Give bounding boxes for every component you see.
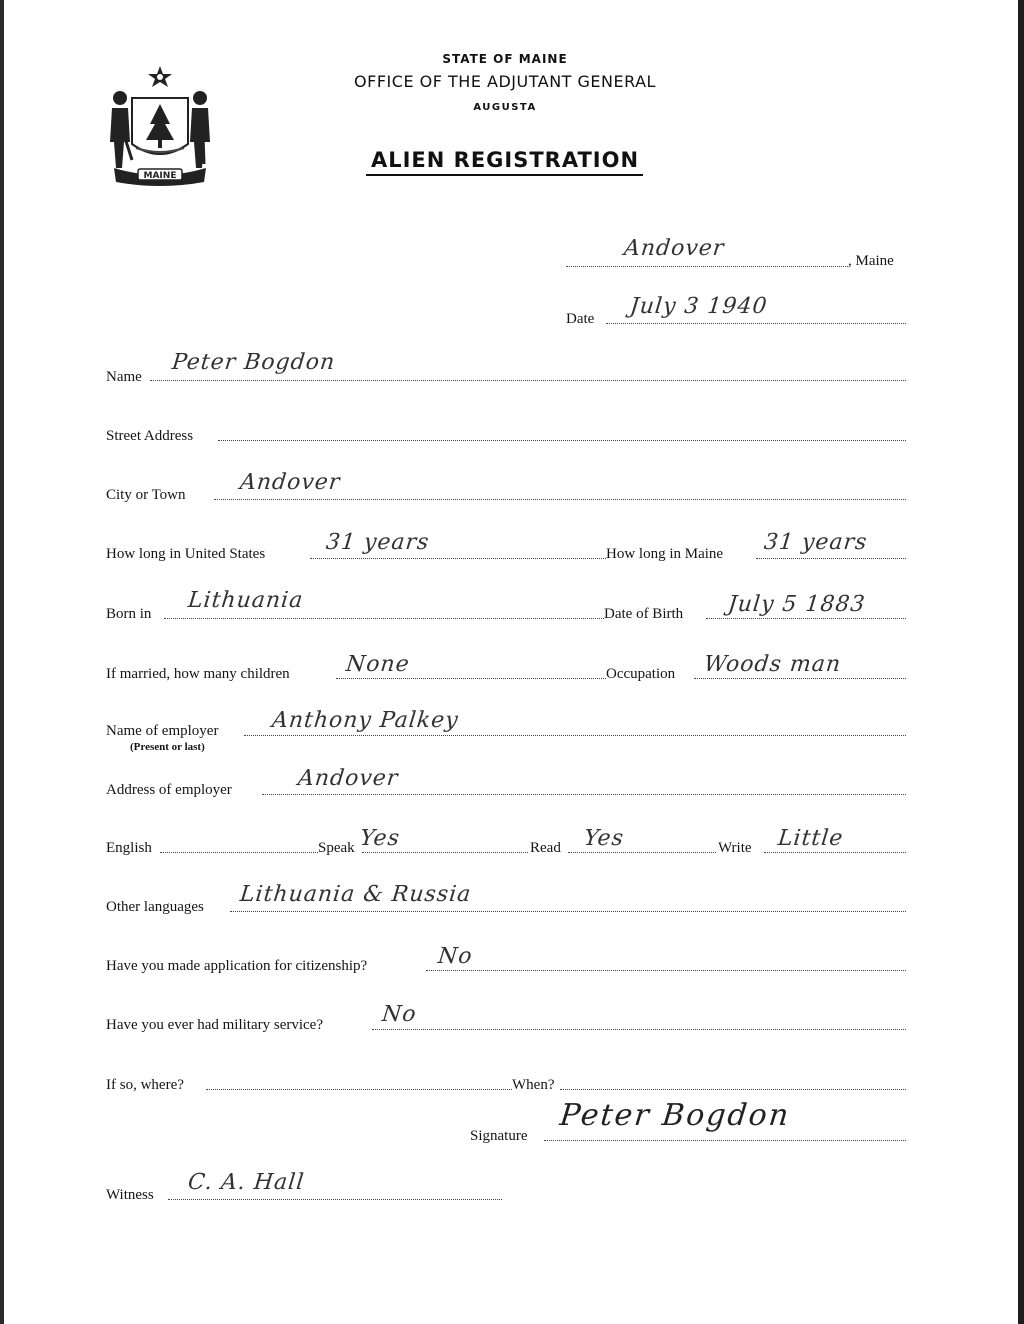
witness-line (168, 1199, 502, 1200)
town-value: Andover (622, 236, 726, 261)
employer-value: Anthony Palkey (270, 708, 460, 733)
name-value: Peter Bogdon (170, 350, 337, 375)
maine-duration-label: How long in Maine (606, 546, 724, 562)
other-languages-label: Other languages (106, 899, 204, 915)
dob-line (706, 618, 906, 619)
employer-address-line (262, 794, 906, 795)
citizenship-value: No (436, 944, 474, 969)
maine-duration-line (756, 558, 906, 559)
read-label: Read (530, 840, 561, 856)
us-duration-label: How long in United States (106, 546, 266, 562)
born-value: Lithuania (186, 588, 305, 613)
city-heading: AUGUSTA (473, 102, 537, 113)
speak-label: Speak (318, 840, 355, 856)
name-label: Name (106, 369, 142, 385)
dob-label: Date of Birth (604, 606, 684, 622)
occupation-label: Occupation (606, 666, 676, 682)
maine-label: , Maine (848, 253, 894, 269)
maine-duration-value: 31 years (762, 530, 869, 555)
children-label: If married, how many children (106, 666, 290, 682)
city-value: Andover (238, 470, 342, 495)
citizenship-line (426, 970, 906, 971)
speak-line (362, 852, 528, 853)
occupation-value: Woods man (702, 652, 843, 677)
city-label: City or Town (106, 487, 186, 503)
speak-value: Yes (358, 826, 402, 851)
employer-address-value: Andover (296, 766, 400, 791)
name-line (150, 380, 906, 381)
street-line (218, 440, 906, 441)
maine-state-seal (106, 64, 214, 186)
witness-label: Witness (106, 1187, 154, 1203)
where-line (206, 1089, 512, 1090)
other-languages-value: Lithuania & Russia (238, 882, 473, 907)
other-languages-line (230, 911, 906, 912)
employer-label: Name of employer (106, 723, 219, 739)
employer-line (244, 735, 906, 736)
write-line (764, 852, 906, 853)
children-line (336, 678, 606, 679)
military-line (372, 1029, 906, 1030)
born-line (164, 618, 604, 619)
military-value: No (380, 1002, 418, 1027)
when-line (560, 1089, 906, 1090)
read-value: Yes (582, 826, 626, 851)
children-value: None (344, 652, 412, 677)
signature-value: Peter Bogdon (558, 1098, 793, 1133)
where-label: If so, where? (106, 1077, 184, 1093)
form-title: ALIEN REGISTRATION (370, 148, 640, 172)
office-heading: OFFICE OF THE ADJUTANT GENERAL (354, 72, 656, 91)
date-label: Date (566, 311, 595, 327)
scan-edge-left (0, 0, 4, 1324)
employer-address-label: Address of employer (106, 782, 232, 798)
read-line (568, 852, 716, 853)
citizenship-label: Have you made application for citizenship? (106, 958, 368, 974)
date-value: July 3 1940 (628, 294, 769, 319)
military-label: Have you ever had military service? (106, 1017, 323, 1033)
city-line (214, 499, 906, 500)
witness-value: C. A. Hall (186, 1170, 306, 1195)
town-line (566, 266, 848, 267)
title-underline (366, 174, 643, 176)
born-label: Born in (106, 606, 152, 622)
date-line (606, 323, 906, 324)
when-label: When? (512, 1077, 555, 1093)
english-line (160, 852, 318, 853)
english-label: English (106, 840, 152, 856)
seal-banner-text: MAINE (143, 171, 177, 181)
signature-line (544, 1140, 906, 1141)
scan-edge-right (1018, 0, 1024, 1324)
dob-value: July 5 1883 (726, 592, 867, 617)
occupation-line (694, 678, 906, 679)
employer-sublabel: (Present or last) (130, 741, 205, 753)
state-heading: STATE OF MAINE (442, 52, 568, 66)
write-label: Write (718, 840, 752, 856)
us-duration-value: 31 years (324, 530, 431, 555)
us-duration-line (310, 558, 606, 559)
write-value: Little (776, 826, 845, 851)
signature-label: Signature (470, 1128, 528, 1144)
street-label: Street Address (106, 428, 194, 444)
